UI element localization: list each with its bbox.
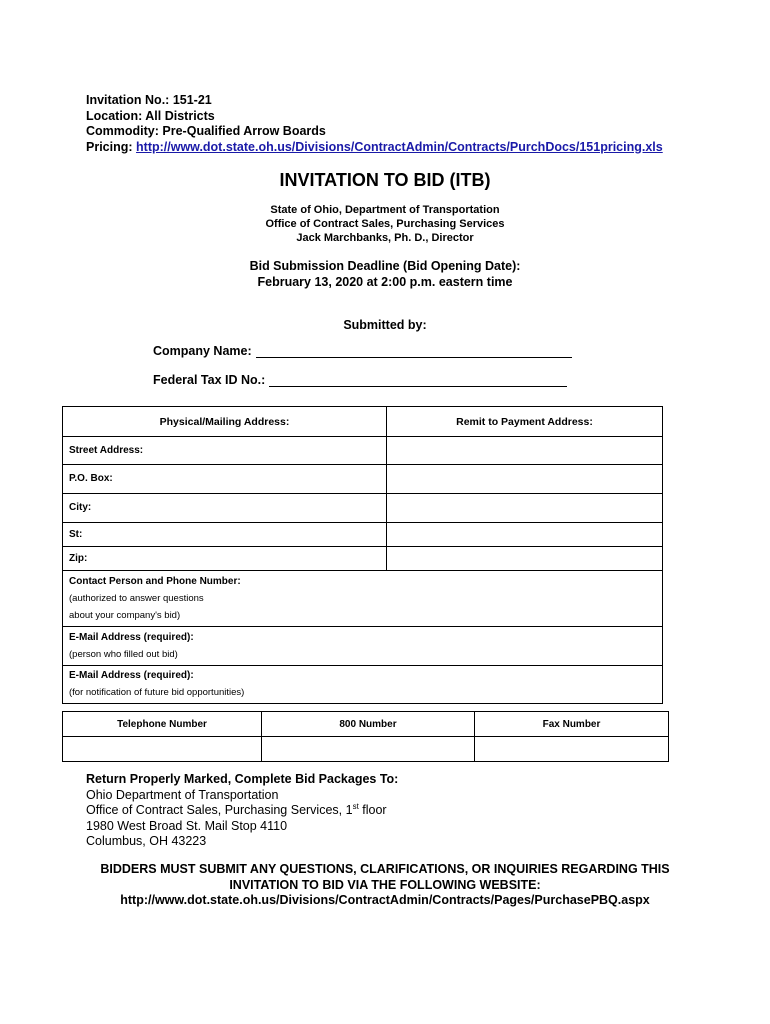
header-info <box>86 93 663 155</box>
fax-input[interactable] <box>475 737 669 762</box>
po-box-cell[interactable]: P.O. Box: <box>63 465 387 494</box>
remit-street-cell[interactable] <box>387 437 663 465</box>
return-heading: Return Properly Marked, Complete Bid Packages To: <box>86 772 399 786</box>
email-notification-cell[interactable]: E-Mail Address (required): (for notification of future bid opportunities) <box>63 666 663 704</box>
questions-website-link[interactable]: http://www.dot.state.oh.us/Divisions/ContractAdmin/Contracts/Pages/PurchasePBQ.aspx <box>120 893 650 907</box>
commodity: Commodity: Pre-Qualified Arrow Boards <box>86 124 326 138</box>
phone-table <box>62 711 669 762</box>
contact-person-cell[interactable]: Contact Person and Phone Number: (authorized to answer questions about your company's bid) <box>63 571 663 627</box>
submitted-by-label: Submitted by: <box>343 318 427 332</box>
state-cell[interactable]: St: <box>63 523 387 547</box>
bidder-notice: BIDDERS MUST SUBMIT ANY QUESTIONS, CLARIFICATIONS, OR INQUIRIES REGARDING THIS INVITATION TO BID VIA THE FOLLOWING WEBSITE: http://www.dot.state.oh.us/Divisions/ContractAdmin/Contracts/Pages/PurchasePBQ.aspx <box>0 862 770 909</box>
remit-address-header: Remit to Payment Address: <box>387 407 663 437</box>
remit-state-cell[interactable] <box>387 523 663 547</box>
zip-cell[interactable]: Zip: <box>63 547 387 571</box>
street-address-cell[interactable]: Street Address: <box>63 437 387 465</box>
pricing: Pricing: http://www.dot.state.oh.us/Divisions/ContractAdmin/Contracts/PurchDocs/151pricing.xls <box>86 139 663 154</box>
location: Location: All Districts <box>86 108 215 123</box>
remit-po-box-cell[interactable] <box>387 465 663 494</box>
email-bid-cell[interactable]: E-Mail Address (required): (person who filled out bid) <box>63 627 663 666</box>
company-name-field: Company Name: <box>153 344 572 358</box>
telephone-header: Telephone Number <box>63 712 262 737</box>
federal-tax-id-input[interactable] <box>269 374 567 387</box>
800-number-header: 800 Number <box>262 712 475 737</box>
organization-block: State of Ohio, Department of Transportation Office of Contract Sales, Purchasing Services Jack Marchbanks, Ph. D., Director <box>265 204 505 244</box>
invitation-number: Invitation No.: 151-21 <box>86 93 212 107</box>
return-address-block: Return Properly Marked, Complete Bid Packages To: Ohio Department of Transportation Office of Contract Sales, Purchasing Services, 1st floor 1980 West Broad St. Mail Stop 4110 Columbus, OH 43223 <box>86 772 399 848</box>
fax-header: Fax Number <box>475 712 669 737</box>
city-cell[interactable]: City: <box>63 494 387 523</box>
document-title: INVITATION TO BID (ITB) <box>279 170 491 190</box>
remit-city-cell[interactable] <box>387 494 663 523</box>
company-name-input[interactable] <box>256 345 572 358</box>
bid-deadline: Bid Submission Deadline (Bid Opening Date): February 13, 2020 at 2:00 p.m. eastern time <box>249 259 521 289</box>
federal-tax-id-field: Federal Tax ID No.: <box>153 373 567 387</box>
address-table <box>62 406 663 704</box>
remit-zip-cell[interactable] <box>387 547 663 571</box>
telephone-input[interactable] <box>63 737 262 762</box>
pricing-link[interactable]: http://www.dot.state.oh.us/Divisions/ContractAdmin/Contracts/PurchDocs/151pricing.xls <box>136 139 663 154</box>
800-number-input[interactable] <box>262 737 475 762</box>
physical-address-header: Physical/Mailing Address: <box>63 407 387 437</box>
